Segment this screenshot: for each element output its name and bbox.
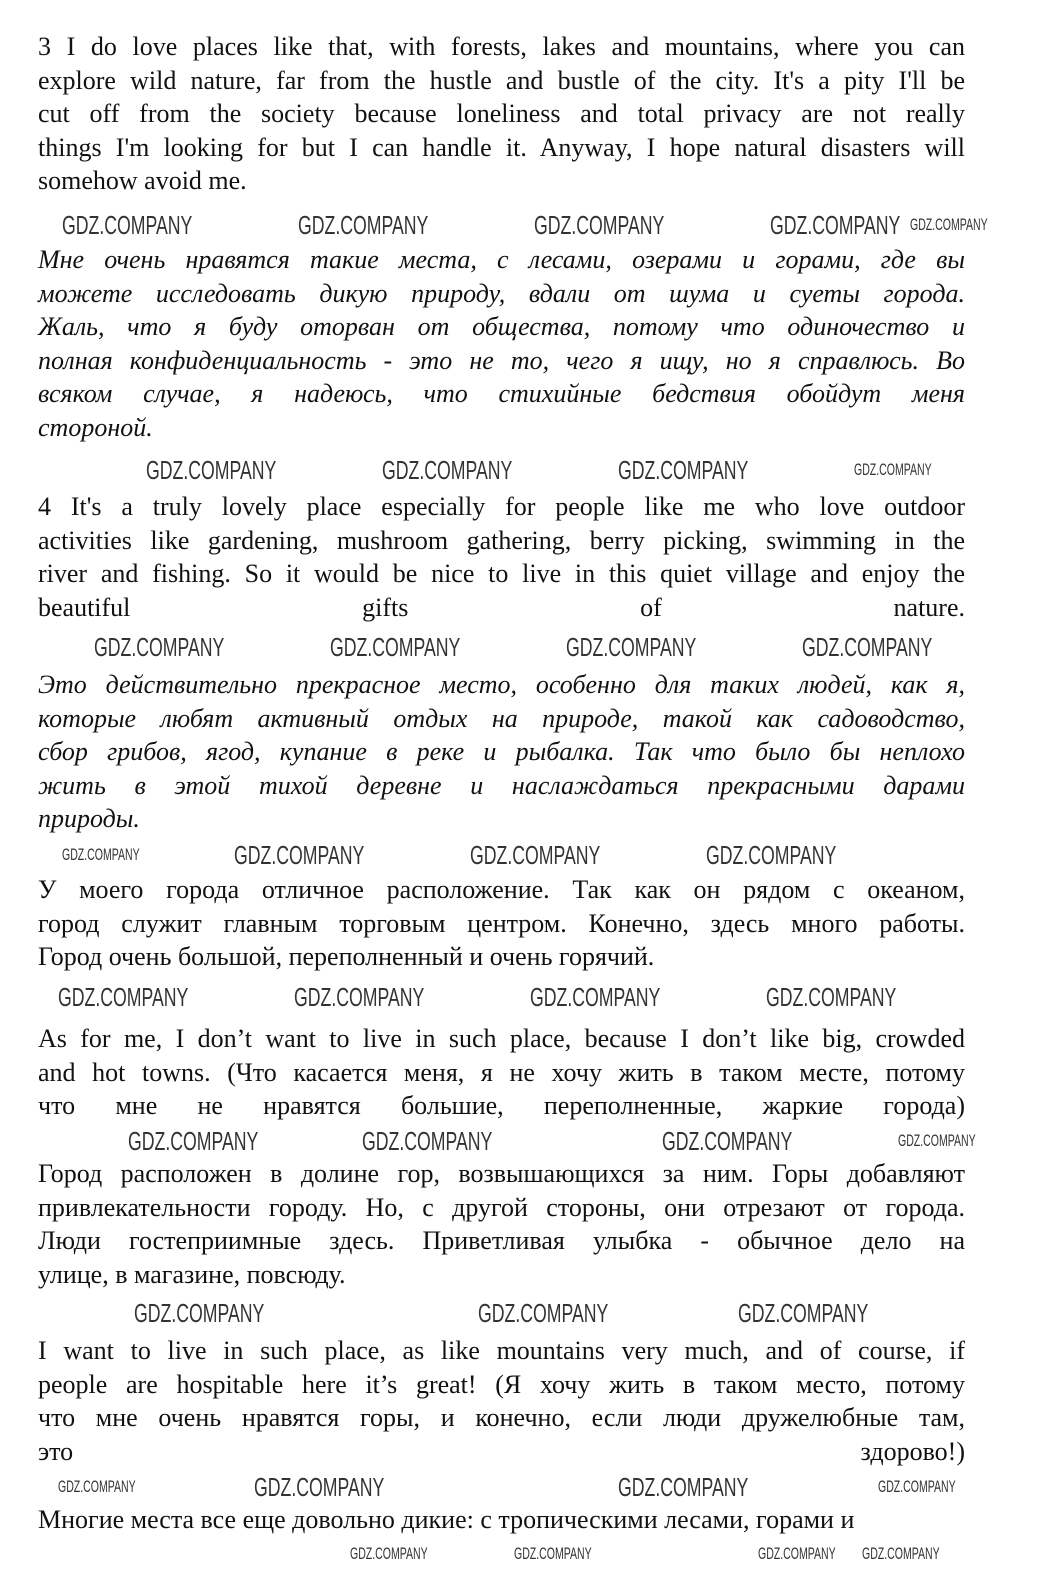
paragraph	[38, 668, 965, 836]
watermark: GDZ.COMPANY	[618, 1472, 749, 1502]
watermark: GDZ.COMPANY	[766, 982, 897, 1012]
text-line: river and fishing. So it would be nice to live in this quiet village and enjoy the	[38, 559, 965, 588]
watermark: GDZ.COMPANY	[298, 210, 429, 240]
text-line: всяком случае, я надеюсь, что стихийные бедствия обойдут меня	[38, 379, 965, 408]
text-line: things I'm looking for but I can handle it. Anyway, I hope natural disasters will	[38, 132, 965, 162]
text-line: I want to live in such place, as like mountains very much, and of course, if	[38, 1336, 965, 1365]
watermark: GDZ.COMPANY	[62, 845, 140, 864]
watermark: GDZ.COMPANY	[146, 455, 277, 485]
watermark: GDZ.COMPANY	[910, 215, 988, 234]
watermark: GDZ.COMPANY	[878, 1477, 956, 1496]
text-line: жить в этой тихой деревне и наслаждаться прекрасными дарами	[38, 770, 965, 800]
text-line: улице, в магазине, повсюду.	[38, 1259, 346, 1289]
watermark: GDZ.COMPANY	[134, 1298, 265, 1328]
watermark: GDZ.COMPANY	[802, 632, 933, 662]
text-line: сбор грибов, ягод, купание в реке и рыбалка. Так что было бы неплохо	[38, 737, 965, 766]
watermark: GDZ.COMPANY	[294, 982, 425, 1012]
text-line: привлекательности городу. Но, с другой стороны, они отрезают от города.	[38, 1192, 965, 1222]
watermark: GDZ.COMPANY	[350, 1544, 428, 1563]
watermark: GDZ.COMPANY	[738, 1298, 869, 1328]
text-line: Люди гостеприимные здесь. Приветливая улыбка - обычное дело на	[38, 1226, 965, 1255]
watermark: GDZ.COMPANY	[898, 1131, 976, 1150]
paragraph	[38, 30, 965, 198]
paragraph	[38, 1503, 965, 1537]
watermark: GDZ.COMPANY	[254, 1472, 385, 1502]
text-line: Город расположен в долине гор, возвышающихся за ним. Горы добавляют	[38, 1159, 965, 1188]
text-line: 4 It's a truly lovely place especially for people like me who love outdoor	[38, 492, 965, 521]
text-line: activities like gardening, mushroom gathering, berry picking, swimming in the	[38, 525, 965, 555]
watermark: GDZ.COMPANY	[58, 1477, 136, 1496]
watermark: GDZ.COMPANY	[330, 632, 461, 662]
watermark: GDZ.COMPANY	[534, 210, 665, 240]
text-line: Мне очень нравятся такие места, с лесами, озерами и горами, где вы	[38, 245, 965, 274]
text-line: As for me, I don’t want to live in such place, because I don’t like big, crowded	[38, 1024, 965, 1053]
paragraph	[38, 1022, 965, 1123]
watermark: GDZ.COMPANY	[530, 982, 661, 1012]
paragraph	[38, 1157, 965, 1291]
watermark: GDZ.COMPANY	[566, 632, 697, 662]
text-line: beautiful gifts of nature.	[38, 592, 965, 622]
watermark: GDZ.COMPANY	[514, 1544, 592, 1563]
paragraph	[38, 243, 965, 444]
text-line: explore wild nature, far from the hustle and bustle of the city. It's a pity I'll be	[38, 65, 965, 95]
watermark: GDZ.COMPANY	[362, 1126, 493, 1156]
text-line: стороной.	[38, 412, 153, 442]
watermark: GDZ.COMPANY	[234, 840, 365, 870]
watermark: GDZ.COMPANY	[662, 1126, 793, 1156]
text-line: это здорово!)	[38, 1436, 965, 1466]
text-line: полная конфиденциальность - это не то, чего я ищу, но я справлюсь. Во	[38, 345, 965, 375]
watermark: GDZ.COMPANY	[758, 1544, 836, 1563]
watermark: GDZ.COMPANY	[62, 210, 193, 240]
text-line: которые любят активный отдых на природе, такой как садоводство,	[38, 703, 965, 733]
paragraph	[38, 1334, 965, 1468]
watermark: GDZ.COMPANY	[478, 1298, 609, 1328]
text-line: Город очень большой, переполненный и очень горячий.	[38, 942, 655, 971]
watermark: GDZ.COMPANY	[94, 632, 225, 662]
text-line: and hot towns. (Что касается меня, я не хочу жить в таком месте, потому	[38, 1057, 965, 1087]
watermark: GDZ.COMPANY	[382, 455, 513, 485]
paragraph	[38, 490, 965, 624]
watermark: GDZ.COMPANY	[470, 840, 601, 870]
watermark: GDZ.COMPANY	[706, 840, 837, 870]
paragraph	[38, 873, 965, 974]
watermark: GDZ.COMPANY	[618, 455, 749, 485]
text-line: что мне не нравятся большие, переполненные, жаркие города)	[38, 1091, 965, 1120]
text-line: У моего города отличное расположение. Так как он рядом с океаном,	[38, 875, 965, 904]
text-line: 3 I do love places like that, with forests, lakes and mountains, where you can	[38, 32, 965, 61]
text-line: people are hospitable here it’s great! (Я хочу жить в таком место, потому	[38, 1369, 965, 1399]
text-line: можете исследовать дикую природу, вдали от шума и суеты города.	[38, 278, 965, 308]
text-line: что мне очень нравятся горы, и конечно, если люди дружелюбные там,	[38, 1403, 965, 1432]
watermark: GDZ.COMPANY	[862, 1544, 940, 1563]
text-line: город служит главным торговым центром. Конечно, здесь много работы.	[38, 908, 965, 938]
watermark: GDZ.COMPANY	[58, 982, 189, 1012]
text-line: природы.	[38, 804, 140, 833]
text-line: Многие места все еще довольно дикие: с тропическими лесами, горами и	[38, 1505, 855, 1534]
watermark: GDZ.COMPANY	[854, 460, 932, 479]
watermark: GDZ.COMPANY	[128, 1126, 259, 1156]
text-line: cut off from the society because loneliness and total privacy are not really	[38, 99, 965, 128]
watermark: GDZ.COMPANY	[770, 210, 901, 240]
text-line: somehow avoid me.	[38, 166, 247, 195]
text-line: Это действительно прекрасное место, особенно для таких людей, как я,	[38, 670, 965, 699]
text-line: Жаль, что я буду оторван от общества, потому что одиночество и	[38, 312, 965, 341]
